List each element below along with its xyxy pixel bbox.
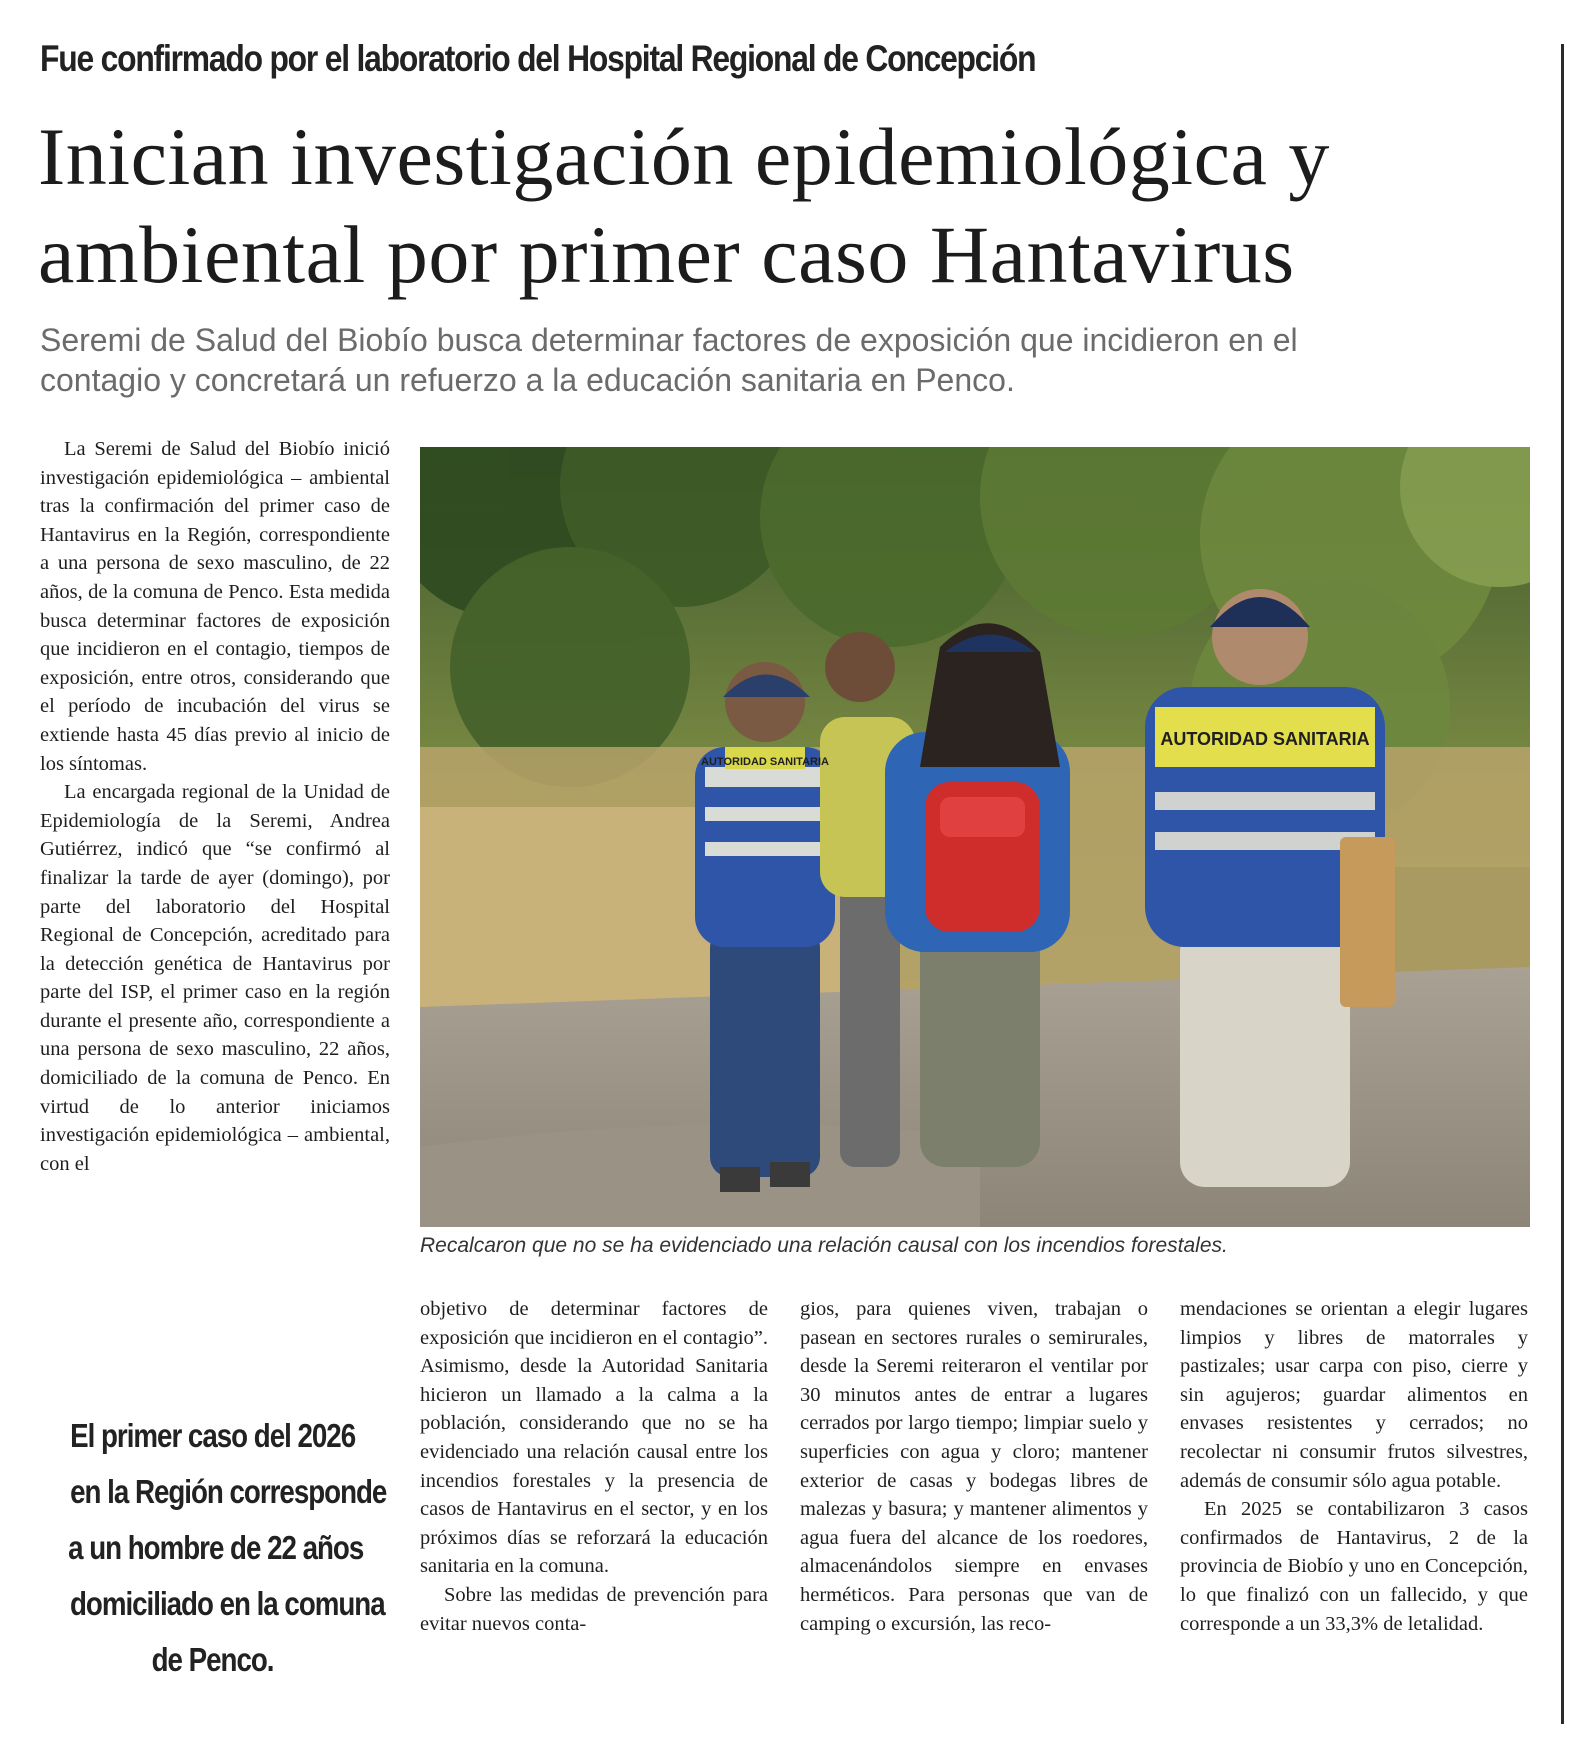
vest-label-1: AUTORIDAD SANITARIA: [1160, 729, 1370, 749]
body-paragraph-1: La Seremi de Salud del Biobío inició investigación epidemiológica – ambiental tras la confirmación del primer caso de Hantavirus en la Región, correspondiente a una persona de sexo masculino, de 22 años, de la comuna de Penco. Esta medida busca determinar factores de exposición que incidieron en el contagio, tiempos de exposición, entre otros, considerando que el período de incubación del virus se extiende hasta 45 días previo al inicio de los síntomas.: [40, 438, 390, 775]
article-column-4: [1180, 1295, 1528, 1638]
body-paragraph-3c: mendaciones se orientan a elegir lugares limpios y libres de matorrales y pastizales; usar carpa con piso, cierre y sin agujeros; guardar alimentos en envases resistentes y cerrados; no recolectar ni consumir frutos silvestres, además de consumir sólo agua potable.: [1180, 1298, 1528, 1492]
deck-line-1: Seremi de Salud del Biobío busca determinar factores de exposición que incidieron en el: [40, 322, 1298, 358]
pull-quote-line-3: a un hombre de 22 años: [68, 1529, 364, 1566]
article-column-1: [40, 435, 390, 1315]
headline: [38, 108, 1558, 304]
body-paragraph-4: En 2025 se contabilizaron 3 casos confirmados de Hantavirus, 2 de la provincia de Biobío y uno en Concepción, lo que finalizó con un fallecido, y que corresponde a un 33,3% de letalidad.: [1180, 1498, 1528, 1635]
photo-illustration: [420, 447, 1530, 1227]
kicker: Fue confirmado por el laboratorio del Hospital Regional de Concepción: [40, 38, 1036, 79]
body-paragraph-3a: Sobre las medidas de prevención para evitar nuevos conta-: [420, 1583, 768, 1635]
pull-quote-line-1: El primer caso del 2026: [70, 1417, 355, 1454]
pull-quote-line-2: en la Región corresponde: [70, 1473, 387, 1510]
headline-line-2: ambiental por primer caso Hantavirus: [38, 209, 1295, 300]
article-column-3: [800, 1295, 1148, 1638]
pull-quote-line-4: domiciliado en la comuna: [69, 1585, 385, 1622]
document-folder: [1340, 837, 1395, 1007]
pull-quote-line-5: de Penco.: [151, 1641, 274, 1678]
page-edge-rule: [1561, 44, 1564, 1724]
article-column-2: [420, 1295, 768, 1638]
body-paragraph-3b: gios, para quienes viven, trabajan o pasean en sectores rurales o semirurales, desde la Seremi reiteraron el ventilar por 30 minutos antes de entrar a lugares cerrados por largo tiempo; limpiar suelo y superficies con agua y cloro; mantener exterior de casas y bodegas libres de malezas y basura; y mantener alimentos y agua fuera del alcance de los roedores, almacenándolos siempre en envases herméticos. Para personas que van de camping o excursión, las reco-: [800, 1298, 1148, 1635]
body-paragraph-2b: objetivo de determinar factores de exposición que incidieron en el contagio”. Asimismo, desde la Autoridad Sanitaria hicieron un llamado a la calma a la población, considerando que no se ha evidenciado una relación causal entre los incendios forestales y la presencia de casos de Hantavirus en el sector, y en los próximos días se reforzará la educación sanitaria en la comuna.: [420, 1298, 768, 1578]
deck-line-2: contagio y concretará un refuerzo a la educación sanitaria en Penco.: [40, 362, 1015, 398]
article-photo: [420, 447, 1530, 1227]
vest-label-2: AUTORIDAD SANITARIA: [701, 756, 829, 768]
photo-caption: Recalcaron que no se ha evidenciado una relación causal con los incendios forestales.: [420, 1234, 1228, 1257]
deck-subtitle: [40, 320, 1520, 400]
body-paragraph-2a: La encargada regional de la Unidad de Epidemiología de la Seremi, Andrea Gutiérrez, indicó que “se confirmó al finalizar la tarde de ayer (domingo), por parte del laboratorio del Hospital Regional de Concepción, acreditado para la detección genética de Hantavirus por parte del ISP, el primer caso en la región durante el presente año, correspondiente a una persona de sexo masculino, 22 años, domiciliado de la comuna de Penco. En virtud de lo anterior iniciamos investigación epidemiológica – ambiental, con el: [40, 781, 390, 1175]
headline-line-1: Inician investigación epidemiológica y: [38, 111, 1330, 202]
pull-quote: [40, 1408, 385, 1688]
